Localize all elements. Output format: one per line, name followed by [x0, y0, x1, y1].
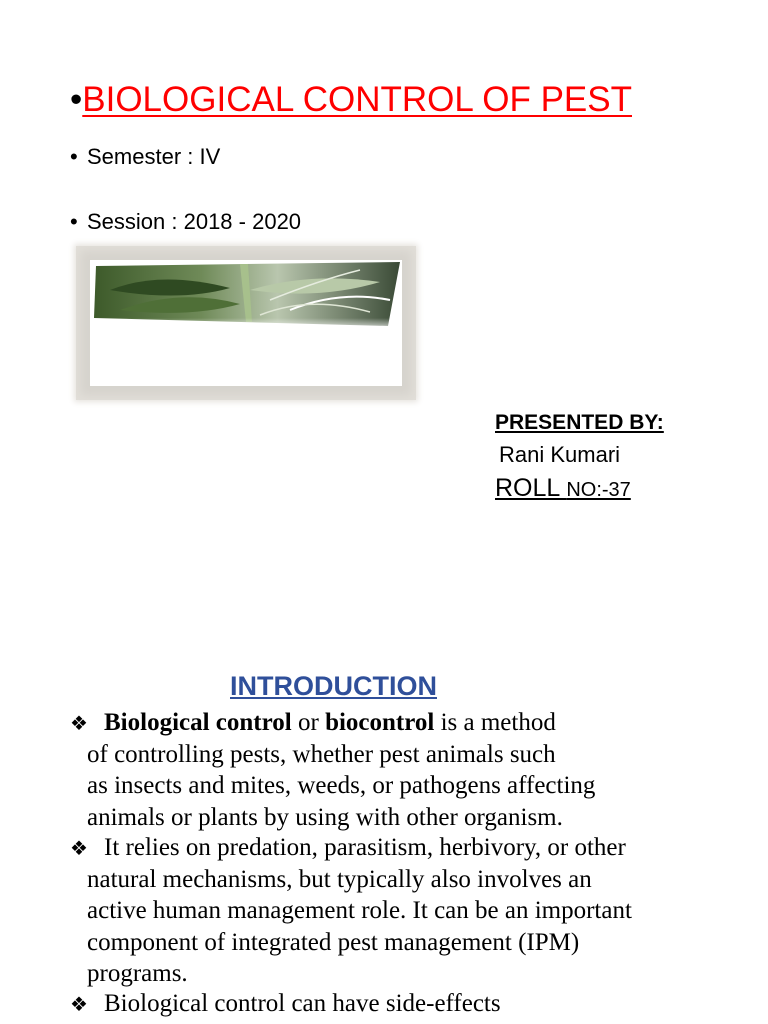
- p2-line3: active human management role. It can be an important: [87, 897, 632, 925]
- diamond-bullet-icon: ❖: [70, 711, 88, 735]
- introduction-heading: INTRODUCTION: [230, 671, 437, 701]
- roll-number: [495, 472, 664, 506]
- p1-line2: of controlling pests, whether pest animals such: [87, 741, 556, 769]
- session-bullet: •: [70, 209, 78, 234]
- plant-photo: [90, 260, 402, 386]
- intro-paragraph-1: [70, 707, 710, 833]
- p1-line1-rest: is a method: [434, 709, 556, 736]
- p2-line5: programs.: [87, 959, 188, 987]
- intro-paragraph-3: [70, 988, 710, 1020]
- semester-line: [70, 143, 220, 171]
- plant-photo-image: [90, 260, 402, 386]
- p1-line3: as insects and mites, weeds, or pathogens affecting: [87, 772, 596, 800]
- roll-label: ROLL: [495, 474, 567, 502]
- plant-photo-frame: [76, 246, 416, 400]
- p1-connector: or: [291, 709, 326, 736]
- presenter-name: Rani Kumari: [499, 442, 621, 467]
- presented-by-label: PRESENTED BY:: [495, 411, 664, 434]
- p2-line4: component of integrated pest management (IPM): [87, 928, 580, 956]
- title-text: BIOLOGICAL CONTROL OF PEST: [82, 80, 632, 119]
- session-line: [70, 208, 301, 236]
- roll-value: NO:-37: [566, 479, 631, 501]
- session-text: Session : 2018 - 2020: [87, 209, 302, 234]
- title-bullet: •: [70, 80, 83, 119]
- semester-text: Semester : IV: [87, 144, 221, 169]
- term-biocontrol: biocontrol: [325, 709, 435, 736]
- slide-title: [70, 78, 632, 122]
- p2-line2: natural mechanisms, but typically also involves an: [87, 866, 592, 894]
- p3-line1: Biological control can have side-effects: [104, 990, 501, 1017]
- presenter-block: [495, 408, 664, 506]
- diamond-bullet-icon: ❖: [70, 836, 88, 860]
- p1-line4: animals or plants by using with other organism.: [87, 803, 563, 831]
- semester-bullet: •: [70, 144, 78, 169]
- p2-line1: It relies on predation, parasitism, herbivory, or other: [104, 834, 626, 861]
- diamond-bullet-icon: ❖: [70, 992, 88, 1016]
- term-biological-control: Biological control: [104, 709, 292, 736]
- intro-paragraph-2: [70, 832, 710, 989]
